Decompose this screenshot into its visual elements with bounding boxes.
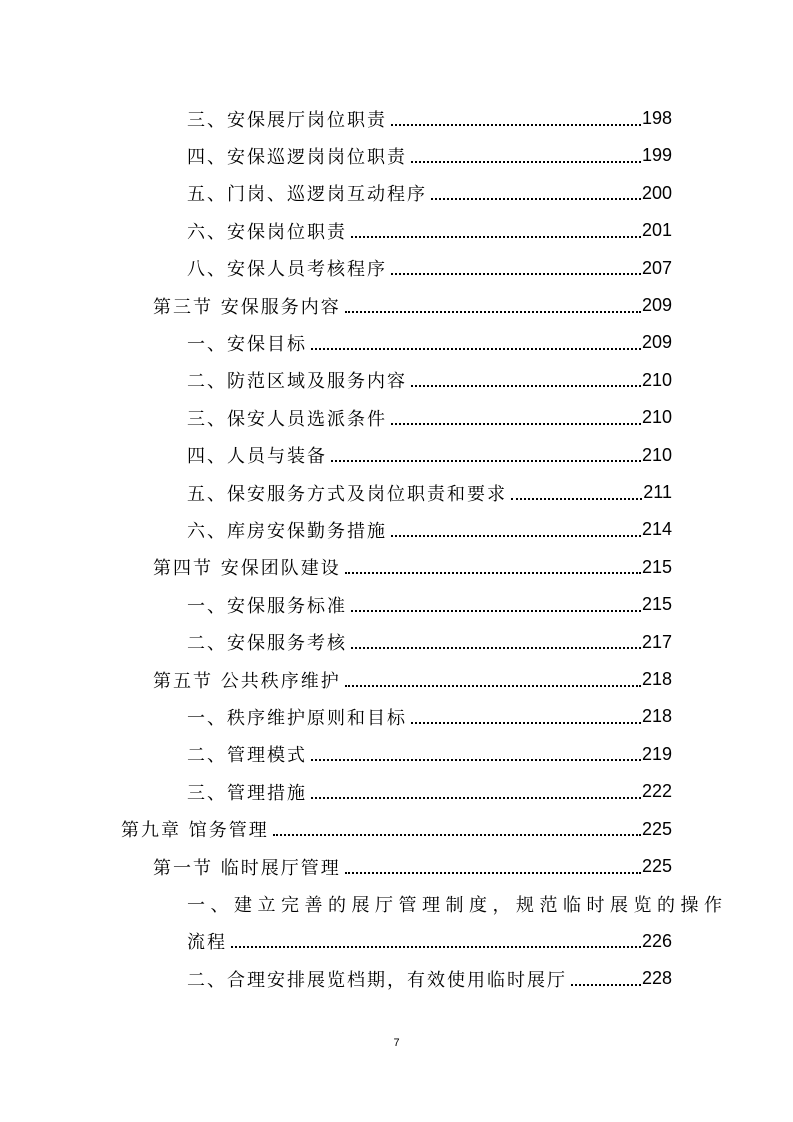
toc-entry[interactable] (187, 586, 672, 623)
dot-leader (311, 759, 641, 761)
toc-entry[interactable] (187, 474, 672, 511)
toc-entry-page: 225 (641, 856, 672, 876)
toc-entry-title: 第九章 馆务管理 (121, 820, 269, 842)
dot-leader (351, 647, 641, 649)
dot-leader (345, 311, 641, 313)
toc-entry[interactable] (187, 399, 672, 436)
toc-entry-title: 二、管理模式 (187, 745, 307, 767)
toc-entry-title: 第三节 安保服务内容 (153, 296, 341, 318)
toc-entry[interactable] (153, 661, 672, 698)
page-number: 7 (393, 1037, 400, 1049)
toc-entry-title: 流程 (187, 932, 227, 954)
dot-leader (351, 610, 641, 612)
toc-entry-title: 一、秩序维护原则和目标 (187, 707, 407, 729)
toc-entry-title: 二、合理安排展览档期，有效使用临时展厅 (187, 969, 567, 991)
toc-entry-title: 第一节 临时展厅管理 (153, 857, 341, 879)
toc-entry-title: 六、安保岗位职责 (187, 221, 347, 243)
dot-leader (391, 535, 641, 537)
toc-entry[interactable] (121, 811, 672, 848)
toc-entry-title: 四、安保巡逻岗岗位职责 (187, 146, 407, 168)
dot-leader (411, 722, 641, 724)
toc-entry[interactable] (187, 736, 672, 773)
toc-entry-title: 二、防范区域及服务内容 (187, 371, 407, 393)
toc-entry-title: 第五节 公共秩序维护 (153, 670, 341, 692)
toc-entry-title: 一、安保服务标准 (187, 595, 347, 617)
toc-entry-title: 三、安保展厅岗位职责 (187, 109, 387, 131)
toc-entry-title: 五、门岗、巡逻岗互动程序 (187, 184, 427, 206)
toc-entry-page: 209 (641, 295, 672, 315)
toc-entry-page: 210 (641, 407, 672, 428)
dot-leader (351, 236, 641, 238)
toc-entry-page: 200 (641, 182, 672, 203)
dot-leader (411, 161, 641, 163)
toc-entry[interactable] (187, 212, 672, 249)
dot-leader (311, 797, 641, 799)
toc-entry[interactable] (187, 773, 672, 810)
toc-entry-page: 207 (641, 257, 672, 278)
toc-entry-page: 228 (641, 968, 672, 989)
dot-leader (431, 198, 641, 200)
toc-entry[interactable] (187, 437, 672, 474)
toc-entry[interactable] (153, 848, 672, 885)
toc-entry-page: 222 (641, 781, 672, 802)
dot-leader (391, 423, 641, 425)
dot-leader (345, 685, 641, 687)
dot-leader (391, 124, 641, 126)
dot-leader (345, 572, 641, 574)
toc-entry[interactable] (187, 100, 672, 137)
toc-entry[interactable] (187, 698, 672, 735)
toc-entry-page: 199 (641, 145, 672, 166)
toc-entry-page: 215 (641, 594, 672, 615)
toc-entry-page: 225 (641, 818, 672, 839)
toc-entry-page: 226 (641, 930, 672, 951)
toc-entry-page: 219 (641, 743, 672, 764)
dot-leader (571, 984, 641, 986)
toc-entry[interactable] (187, 250, 672, 287)
toc-entry-page: 214 (641, 519, 672, 540)
toc-entry[interactable] (153, 287, 672, 324)
toc-entry-title: 第四节 安保团队建设 (153, 558, 341, 580)
toc-entry-page: 210 (641, 444, 672, 465)
dot-leader (331, 460, 641, 462)
toc-entry-page: 215 (641, 556, 672, 577)
toc-entry-page: 201 (641, 220, 672, 241)
dot-leader (411, 385, 641, 387)
toc-entry-title: 一、安保目标 (187, 333, 307, 355)
toc-entry[interactable] (187, 624, 672, 661)
toc-entry-title: 五、保安服务方式及岗位职责和要求 (187, 483, 507, 505)
toc-entry-page: 209 (641, 332, 672, 353)
toc-entry[interactable] (187, 923, 672, 960)
dot-leader (311, 348, 641, 350)
toc-entry-title: 八、安保人员考核程序 (187, 259, 387, 281)
dot-leader (273, 834, 641, 836)
dot-leader (391, 273, 641, 275)
toc-entry-title: 三、保安人员选派条件 (187, 408, 387, 430)
toc-entry-page: 198 (641, 108, 672, 128)
toc-entry-title: 一、建立完善的展厅管理制度，规范临时展览的操作 (187, 894, 728, 916)
toc-entry-title: 六、库房安保勤务措施 (187, 520, 387, 542)
dot-leader (231, 946, 641, 948)
dot-leader (345, 872, 641, 874)
toc-entry[interactable] (187, 511, 672, 548)
toc-entry-page: 218 (641, 669, 672, 689)
toc-entry-page: 211 (643, 482, 672, 502)
toc-entry-title: 四、人员与装备 (187, 446, 327, 468)
toc-entry[interactable] (187, 885, 728, 922)
dot-leader (511, 498, 642, 500)
toc-entry-page: 218 (641, 706, 672, 727)
toc-entry-page: 210 (641, 369, 672, 390)
toc-entry[interactable] (187, 960, 672, 997)
toc-entry-title: 二、安保服务考核 (187, 633, 347, 655)
toc-entry-title: 三、管理措施 (187, 782, 307, 804)
toc-entry[interactable] (187, 175, 672, 212)
toc-entry-page: 217 (641, 631, 672, 652)
toc-entry[interactable] (153, 549, 672, 586)
toc-entry[interactable] (187, 137, 672, 174)
toc-entry[interactable] (187, 324, 672, 361)
toc-entry[interactable] (187, 362, 672, 399)
